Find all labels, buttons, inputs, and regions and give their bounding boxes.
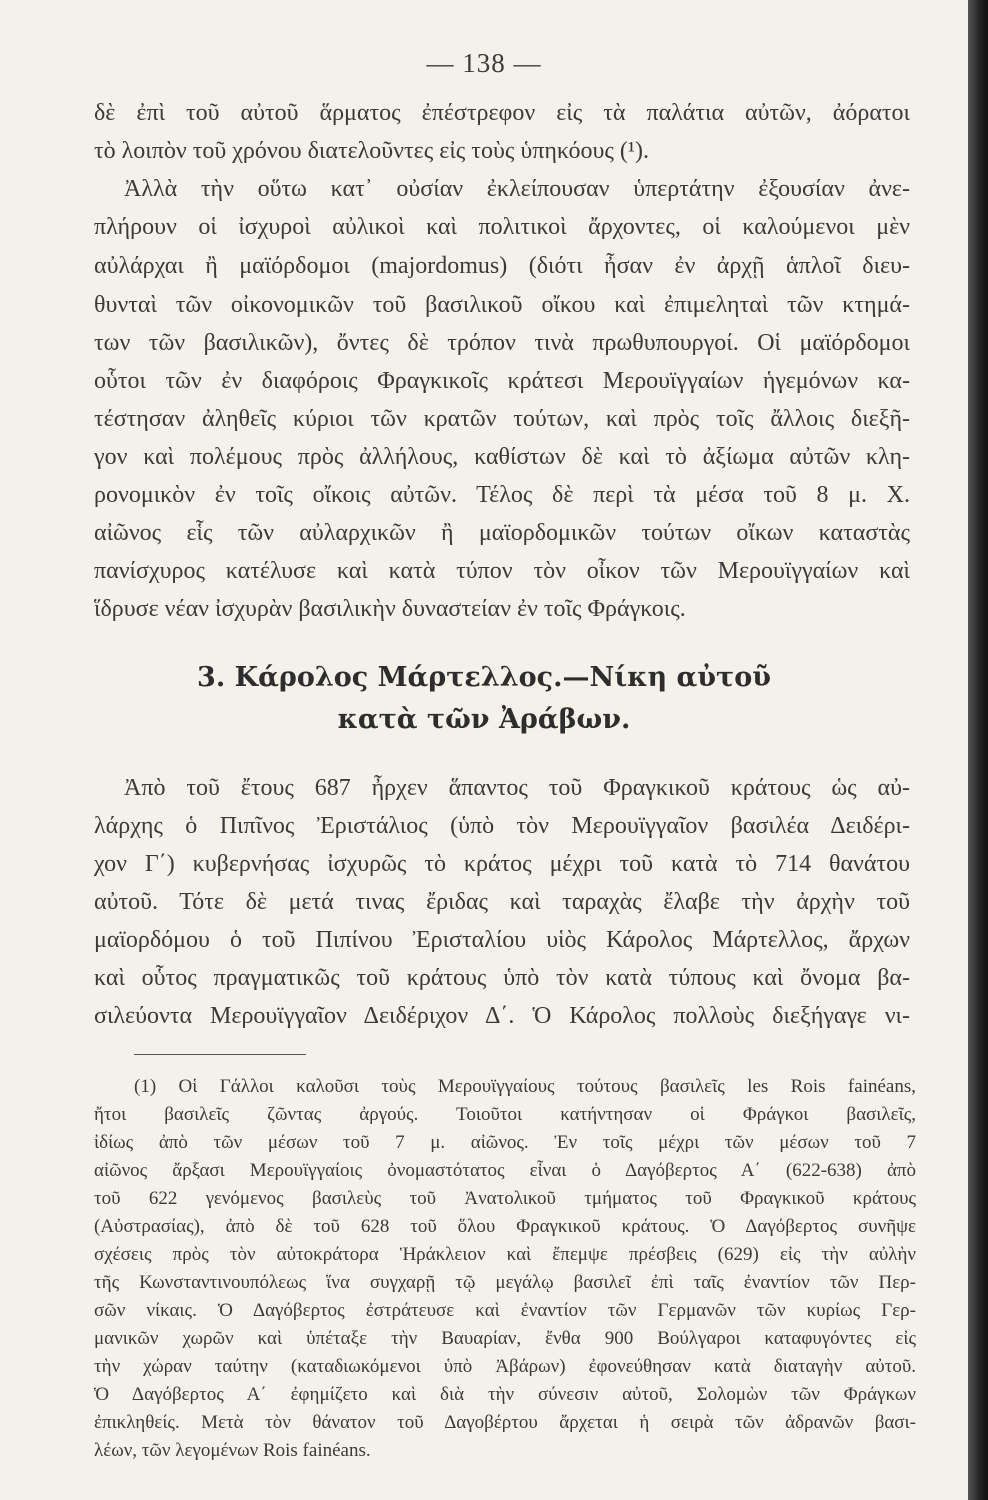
footnote-line: λέων, τῶν λεγομένων Rois fainéans. (94, 1440, 371, 1461)
text-line: λάρχης ὁ Πιπῖνος Ἐριστάλιος (ὑπὸ τὸν Μερουϊγγαῖον βασιλέα Δειδέρι- (94, 813, 910, 839)
text-line: των τῶν βασιλικῶν), ὄντες δὲ τρόπον τινὰ πρωθυπουργοί. Οἱ μαϊόρδομοι (94, 330, 910, 356)
text-line: γον καὶ πολέμους πρὸς ἀλλήλους, καθίστων δὲ καὶ τὸ ἀξίωμα αὐτῶν κλη- (94, 444, 910, 470)
footnote-line: μανικῶν χωρῶν καὶ ὑπέταξε τὴν Βαυαρίαν, ἔνθα 900 Βούλγαροι καταφυγόντες εἰς (94, 1328, 916, 1349)
footnote-line: τοῦ 622 γενόμενος βασιλεὺς τοῦ Ἀνατολικοῦ τμήματος τοῦ Φραγκικοῦ κράτους (94, 1188, 916, 1209)
text-line: αἰῶνος εἷς τῶν αὐλαρχικῶν ἢ μαϊορδομικῶν τούτων οἴκων καταστὰς (94, 520, 910, 546)
section-heading-subline: κατὰ τῶν Ἀράβων. (337, 704, 631, 735)
text-line: ρονομικὸν ἐν τοῖς οἴκοις αὐτῶν. Τέλος δὲ περὶ τὰ μέσα τοῦ 8 μ. Χ. (94, 482, 910, 508)
text-line: πλήρουν οἱ ἰσχυροὶ αὐλικοὶ καὶ πολιτικοὶ ἄρχοντες, οἱ καλούμενοι μὲν (94, 214, 910, 240)
text-line: καὶ οὗτος πραγματικῶς τοῦ κράτους ὑπὸ τὸν κατὰ τύπους καὶ ὄνομα βα- (94, 965, 910, 991)
text-line: ἵδρυσε νέαν ἰσχυρὰν βασιλικὴν δυναστείαν ἐν τοῖς Φράγκοις. (94, 596, 686, 622)
page-number: — 138 — (426, 48, 542, 78)
text-line: σιλεύοντα Μερουϊγγαῖον Δειδέριχον Δ΄. Ὁ Κάρολος πολλοὺς διεξήγαγε νι- (94, 1003, 910, 1029)
text-line: αὐλάρχαι ἢ μαϊόρδομοι (majordomus) (διότι ἦσαν ἐν ἀρχῇ ἁπλοῖ διευ- (94, 253, 910, 279)
text-line: αὐτοῦ. Τότε δὲ μετά τινας ἔριδας καὶ ταραχὰς ἔλαβε τὴν ἀρχὴν τοῦ (94, 889, 910, 915)
footnote-line: τὴν χώραν ταύτην (καταδιωκόμενοι ὑπὸ Ἀβάρων) ἐφονεύθησαν κατὰ διαταγὴν αὐτοῦ. (94, 1356, 916, 1377)
footnote-line: σχέσεις πρὸς τὸν αὐτοκράτορα Ἡράκλειον καὶ ἔπεμψε πρέσβεις (629) εἰς τὴν αὐλὴν (94, 1244, 916, 1265)
text-line: δὲ ἐπὶ τοῦ αὐτοῦ ἅρματος ἐπέστρεφον εἰς τὰ παλάτια αὐτῶν, ἀόρατοι (94, 100, 910, 126)
footnote-rule (134, 1054, 306, 1055)
footnote-line: ἰδίως ἀπὸ τῶν μέσων τοῦ 7 μ. αἰῶνος. Ἐν τοῖς μέχρι τῶν μέσων τοῦ 7 (94, 1132, 916, 1153)
section-heading: 3. Κάρολος Μάρτελλος.—Νίκη αὐτοῦ (197, 662, 771, 693)
footnote-line: σῶν νίκαις. Ὁ Δαγόβερτος ἐστράτευσε καὶ ἐναντίον τῶν Γερμανῶν τῶν κυρίως Γερ- (94, 1300, 916, 1321)
text-line: χον Γ΄) κυβερνήσας ἰσχυρῶς τὸ κράτος μέχρι τοῦ κατὰ τὸ 714 θανάτου (94, 851, 910, 877)
footnote-line: (1) Οἱ Γάλλοι καλοῦσι τοὺς Μερουϊγγαίους τούτους βασιλεῖς les Rois fainéans, (134, 1076, 916, 1097)
text-line: τέστησαν ἀληθεῖς κύριοι τῶν κρατῶν τούτων, καὶ πρὸς τοῖς ἄλλοις διεξῆ- (94, 406, 910, 432)
page-edge-shadow (968, 0, 988, 1500)
footnote-line: αἰῶνος ἄρξασι Μερουϊγγαίοις ὀνομαστότατος εἶναι ὁ Δαγόβερτος Α΄ (622-638) ἀπὸ (94, 1160, 916, 1181)
text-line: Ἀπὸ τοῦ ἔτους 687 ἦρχεν ἅπαντος τοῦ Φραγκικοῦ κράτους ὡς αὐ- (124, 775, 910, 801)
footnote-line: Ὁ Δαγόβερτος Α΄ ἐφημίζετο καὶ διὰ τὴν σύνεσιν αὐτοῦ, Σολομὼν τῶν Φράγκων (94, 1384, 916, 1405)
footnote-line: (Αὐστρασίας), ἀπὸ δὲ τοῦ 628 τοῦ ὅλου Φραγκικοῦ κράτους. Ὁ Δαγόβερτος συνῆψε (94, 1216, 916, 1237)
text-line: θυνταὶ τῶν οἰκονομικῶν τοῦ βασιλικοῦ οἴκου καὶ ἐπιμεληταὶ τῶν κτημά- (94, 292, 910, 318)
footnote-line: ἤτοι βασιλεῖς ζῶντας ἀργούς. Τοιοῦτοι κατήντησαν οἱ Φράγκοι βασιλεῖς, (94, 1104, 916, 1125)
text-line: Ἀλλὰ τὴν οὕτω κατ᾽ οὐσίαν ἐκλείπουσαν ὑπερτάτην ἐξουσίαν ἀνε- (124, 176, 910, 202)
footnote-line: τῆς Κωνσταντινουπόλεως ἵνα συγχαρῇ τῷ μεγάλῳ βασιλεῖ ἐπὶ ταῖς ἐναντίον τῶν Περ- (94, 1272, 916, 1293)
text-line: οὗτοι τῶν ἐν διαφόροις Φραγκικοῖς κράτεσι Μερουϊγγαίων ἡγεμόνων κα- (94, 368, 910, 394)
footnote-line: ἐπικληθείς. Μετὰ τὸν θάνατον τοῦ Δαγοβέρτου ἄρχεται ἡ σειρὰ τῶν ἀδρανῶν βασι- (94, 1412, 916, 1433)
text-line: μαϊορδόμου ὁ τοῦ Πιπίνου Ἐρισταλίου υἱὸς Κάρολος Μάρτελλος, ἄρχων (94, 927, 910, 953)
text-line: τὸ λοιπὸν τοῦ χρόνου διατελοῦντες εἰς τοὺς ὑπηκόους (¹). (94, 138, 650, 164)
text-line: πανίσχυρος κατέλυσε καὶ κατὰ τύπον τὸν οἶκον τῶν Μερουϊγγαίων καὶ (94, 558, 910, 584)
